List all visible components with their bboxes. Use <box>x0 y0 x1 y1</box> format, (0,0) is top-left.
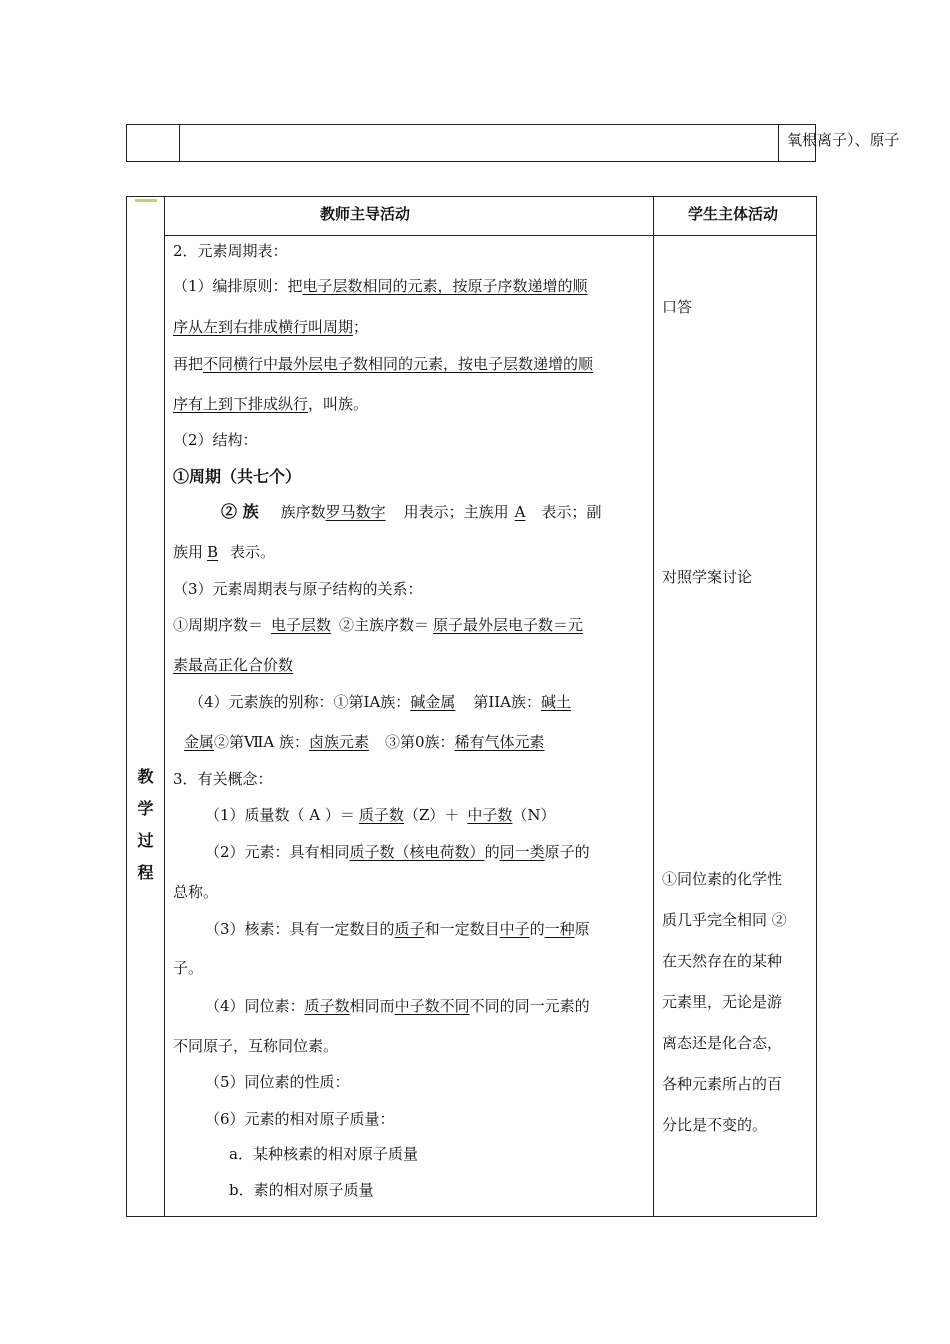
text-line: （2）元素：具有相同质子数（核电荷数）的同一类原子的 <box>205 843 590 861</box>
top-table-cell-1 <box>127 125 180 161</box>
stage-char: 程 <box>137 863 154 882</box>
student-note: 口答 <box>662 298 693 316</box>
student-note: ①同位素的化学性 <box>662 870 783 888</box>
student-note: 分比是不变的。 <box>662 1116 768 1134</box>
student-note: 在天然存在的某种 <box>662 952 783 970</box>
top-table-cell-2 <box>179 125 779 161</box>
text-line: 子。 <box>173 959 204 977</box>
header-divider <box>164 235 816 236</box>
text-line: 序有上到下排成纵行，叫族。 <box>173 395 369 413</box>
text-line: ①周期序数＝ 电子层数 ②主族序数＝ 原子最外层电子数＝元 <box>173 616 584 634</box>
stage-char: 教 <box>137 767 154 786</box>
stage-label <box>127 761 164 889</box>
text-line: 金属②第ⅦA 族：卤族元素 ③第0族：稀有气体元素 <box>184 733 545 751</box>
text-line: （1）质量数（ A ）＝ 质子数（Z）＋ 中子数（N） <box>205 806 556 824</box>
text-line: 3．有关概念： <box>173 770 273 788</box>
highlight-mark <box>135 199 157 202</box>
text-line: （1）编排原则：把电子层数相同的元素，按原子序数递增的顺 <box>173 277 588 295</box>
student-note: 元素里，无论是游 <box>662 993 783 1011</box>
stage-char: 学 <box>137 799 154 818</box>
student-header: 学生主体活动 <box>688 205 779 223</box>
text-line: （3）元素周期表与原子结构的关系： <box>173 580 423 598</box>
text-line: 再把不同横行中最外层电子数相同的元素，按电子层数递增的顺 <box>173 355 594 373</box>
stage-char: 过 <box>137 831 154 850</box>
student-column <box>653 197 816 1216</box>
student-note: 离态还是化合态， <box>662 1034 783 1052</box>
student-note: 对照学案讨论 <box>662 568 753 586</box>
stage-column <box>127 197 165 1216</box>
text-line: b．素的相对原子质量 <box>229 1181 374 1199</box>
text-line: （6）元素的相对原子质量： <box>205 1110 395 1128</box>
text-line: ② 族 族序数罗马数字 用表示；主族用 A 表示；副 <box>221 502 602 521</box>
text-line: 族用 B 表示。 <box>173 543 276 561</box>
text-line: a．某种核素的相对原子质量 <box>229 1145 418 1163</box>
text-line: 素最高正化合价数 <box>173 656 294 674</box>
top-table-cell-3: 氧根离子）、原子 <box>787 131 900 149</box>
text-line: （5）同位素的性质： <box>205 1073 350 1091</box>
text-line: （4）元素族的别称：①第ⅠA族：碱金属 第ⅠIA族：碱土 <box>189 693 572 711</box>
top-table-fragment <box>126 124 900 162</box>
student-note: 质几乎完全相同 ② <box>662 911 787 929</box>
text-line: （4）同位素：质子数相同而中子数不同不同的同一元素的 <box>205 997 590 1015</box>
student-note: 各种元素所占的百 <box>662 1075 783 1093</box>
text-line: （3）核素：具有一定数目的质子和一定数目中子的一种原 <box>205 920 590 938</box>
text-line: 总称。 <box>173 883 219 901</box>
text-line: ①周期（共七个） <box>173 467 302 486</box>
teacher-header: 教师主导活动 <box>320 205 411 223</box>
lesson-table <box>126 196 817 1217</box>
text-line: 2．元素周期表： <box>173 242 288 260</box>
text-line: 不同原子，互称同位素。 <box>173 1037 339 1055</box>
text-line: 序从左到右排成横行叫周期； <box>173 318 369 336</box>
text-line: （2）结构： <box>173 431 258 449</box>
